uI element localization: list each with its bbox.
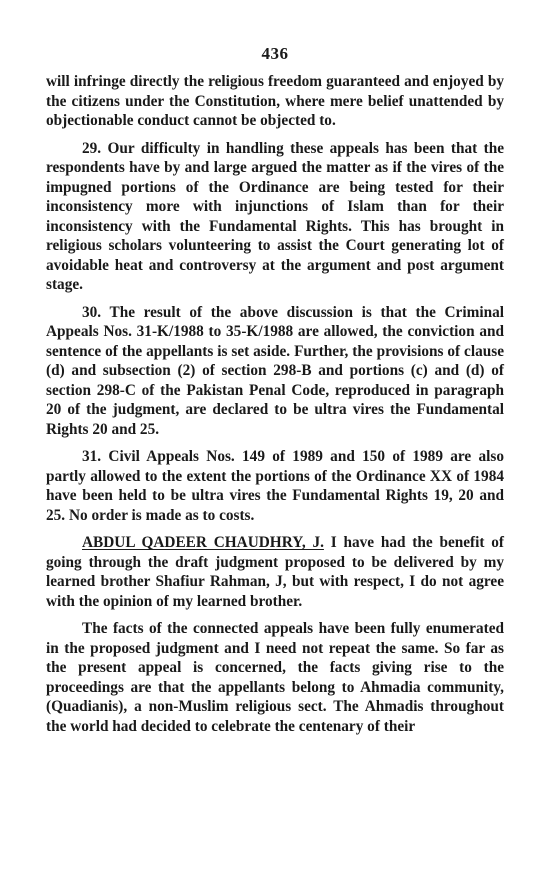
judge-name: ABDUL QADEER CHAUDHRY, J. <box>82 534 324 551</box>
paragraph-29: 29. Our difficulty in handling these appeals has been that the respondents have by and large argued the matter as if the vires of the impugned portions of the Ordinance are being tested for their inconsistency more with injunctions of Islam than for their inconsistency with the Fundamental Rights. This has brought in religious scholars volunteering to assist the Court generating lot of avoidable heat and controversy at the argument and post argument stage. <box>46 139 504 293</box>
paragraph-facts: The facts of the connected appeals have been fully enumerated in the proposed judgment and I need not repeat the same. So far as the present appeal is concerned, the facts giving rise to the proceedings are that the appellants belong to Ahmadia community, (Quadianis), a non-Muslim religious sect. The Ahmadis throughout the world had decided to celebrate the centenary of their <box>46 620 504 735</box>
paragraph-30: 30. The result of the above discussion is that the Criminal Appeals Nos. 31-K/1988 to 35-K/1988 are allowed, the conviction and sentence of the appellants is set aside. Further, the provisions of clause (d) and subsection (2) of section 298-B and portions (c) and (d) of section 298-C of the Pakistan Penal Code, reproduced in paragraph 20 of the judgment, are declared to be ultra vires the Fundamental Rights 20 and 25. <box>46 303 504 438</box>
paragraph-judge-opinion <box>46 533 504 611</box>
paragraph-continuation: will infringe directly the religious freedom guaranteed and enjoyed by the citizens under the Constitution, where mere belief unattended by objectionable conduct cannot be objected to. <box>46 73 504 129</box>
judge-opinion-text: I have had the benefit of going through the draft judgment proposed to be delivered by my learned brother Shafiur Rahman, J, but with respect, I do not agree with the opinion of my learned brother. <box>46 534 504 610</box>
paragraph-31: 31. Civil Appeals Nos. 149 of 1989 and 150 of 1989 are also partly allowed to the extent the portions of the Ordinance XX of 1984 have been held to be ultra vires the Fundamental Rights 19, 20 and 25. No order is made as to costs. <box>46 448 504 524</box>
document-page <box>46 44 504 744</box>
page-number: 436 <box>261 44 289 63</box>
